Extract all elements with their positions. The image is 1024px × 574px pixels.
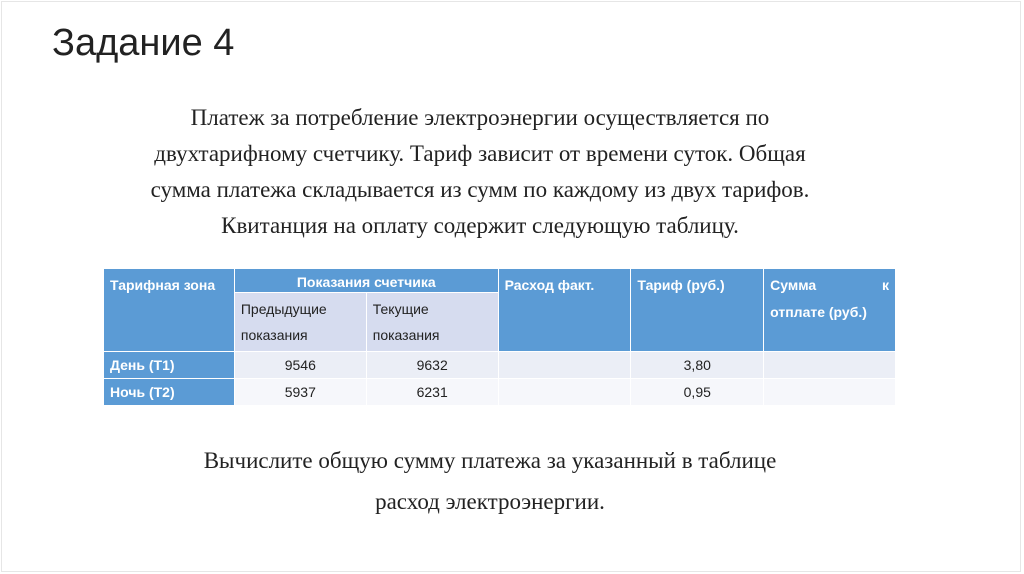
slide-title: Задание 4 xyxy=(52,22,235,64)
row-tariff: 0,95 xyxy=(631,379,764,406)
table-row xyxy=(104,352,896,379)
paragraph-line: Квитанция на оплату содержит следующую таблицу. xyxy=(221,213,739,238)
header-consumption: Расход факт. xyxy=(498,269,631,352)
task-paragraph xyxy=(30,100,930,244)
row-sum xyxy=(764,379,896,406)
row-zone: День (Т1) xyxy=(104,352,235,379)
paragraph-line: Платеж за потребление электроэнергии осуществляется по xyxy=(190,105,770,130)
row-current: 9632 xyxy=(366,352,498,379)
header-previous: Предыдущие показания xyxy=(234,293,366,352)
header-sum-rest: отплате (руб.) xyxy=(770,304,867,320)
row-previous: 5937 xyxy=(234,379,366,406)
header-sum-right: к xyxy=(881,277,889,293)
header-zone: Тарифная зона xyxy=(104,269,235,352)
row-current: 6231 xyxy=(366,379,498,406)
table-row xyxy=(104,379,896,406)
row-consumption xyxy=(498,352,631,379)
tariff-table xyxy=(103,268,896,406)
row-tariff: 3,80 xyxy=(631,352,764,379)
row-zone: Ночь (Т2) xyxy=(104,379,235,406)
paragraph-line: двухтарифному счетчику. Тариф зависит от времени суток. Общая xyxy=(154,141,806,166)
header-sum xyxy=(764,269,896,352)
question-line: расход электроэнергии. xyxy=(375,489,605,514)
header-tariff: Тариф (руб.) xyxy=(631,269,764,352)
header-current: Текущие показания xyxy=(366,293,498,352)
row-sum xyxy=(764,352,896,379)
question-line: Вычислите общую сумму платежа за указанный в таблице xyxy=(203,448,777,473)
paragraph-line: сумма платежа складывается из сумм по каждому из двух тарифов. xyxy=(150,177,810,202)
row-consumption xyxy=(498,379,631,406)
header-sum-left: Сумма xyxy=(770,277,817,293)
header-sum-top xyxy=(770,272,889,299)
question-paragraph xyxy=(80,440,900,522)
row-previous: 9546 xyxy=(234,352,366,379)
header-readings: Показания счетчика xyxy=(234,269,498,293)
